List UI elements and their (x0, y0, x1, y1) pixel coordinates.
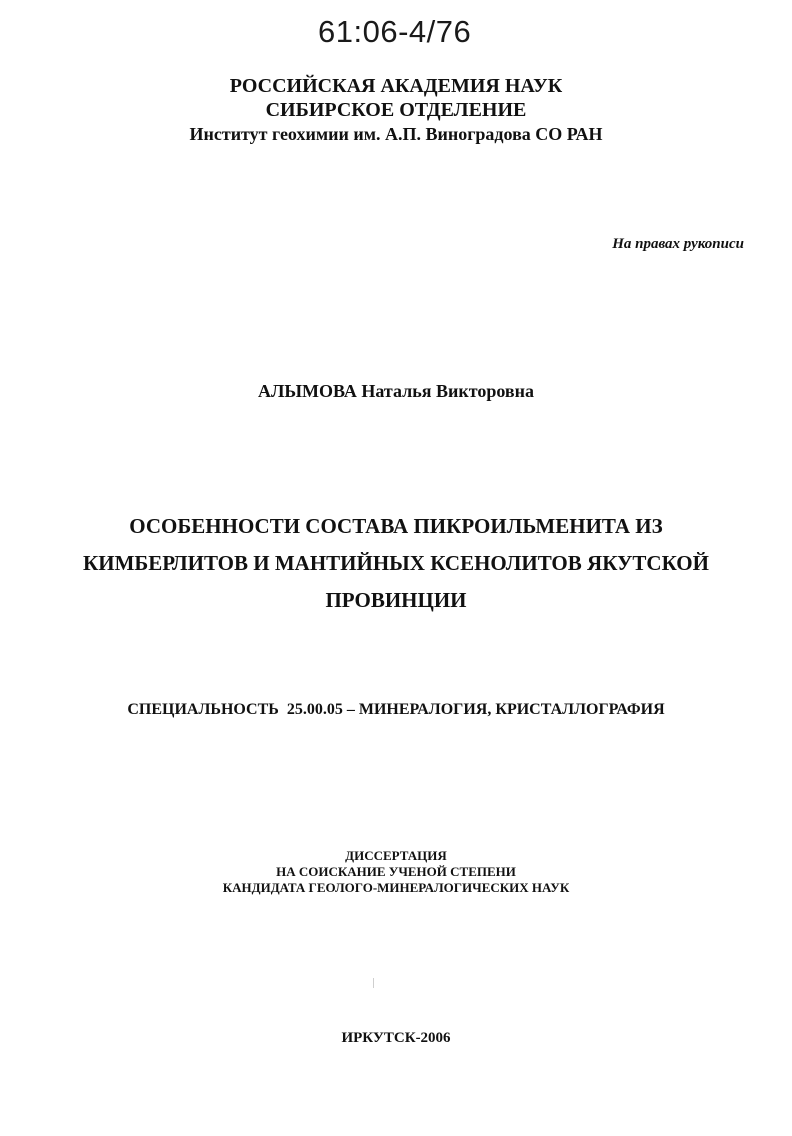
rights-note: На правах рукописи (612, 236, 744, 252)
author-name: АЛЫМОВА Наталья Викторовна (257, 381, 535, 401)
dissertation-line: ДИССЕРТАЦИЯ (345, 848, 447, 863)
institute-name: Институт геохимии им. А.П. Виноградова СО РАН (189, 124, 603, 144)
scan-mark (373, 978, 374, 988)
city-year: ИРКУТСК-2006 (341, 1030, 451, 1046)
title-line: ОСОБЕННОСТИ СОСТАВА ПИКРОИЛЬМЕНИТА ИЗ (129, 514, 663, 538)
dissertation-type (0, 848, 792, 896)
title-line: КИМБЕРЛИТОВ И МАНТИЙНЫХ КСЕНОЛИТОВ ЯКУТСКОЙ (83, 551, 709, 575)
branch-name: СИБИРСКОЕ ОТДЕЛЕНИЕ (265, 99, 527, 121)
dissertation-line: НА СОИСКАНИЕ УЧЕНОЙ СТЕПЕНИ (276, 864, 516, 879)
title-line: ПРОВИНЦИИ (325, 588, 467, 612)
dissertation-title (0, 508, 792, 619)
organization-block (0, 74, 792, 146)
archive-stamp: 61:06-4/76 (318, 14, 472, 49)
dissertation-line: КАНДИДАТА ГЕОЛОГО-МИНЕРАЛОГИЧЕСКИХ НАУК (222, 880, 570, 895)
academy-name: РОССИЙСКАЯ АКАДЕМИЯ НАУК (229, 75, 563, 97)
specialty-line: СПЕЦИАЛЬНОСТЬ 25.00.05 – МИНЕРАЛОГИЯ, КРИСТАЛЛОГРАФИЯ (127, 701, 665, 718)
